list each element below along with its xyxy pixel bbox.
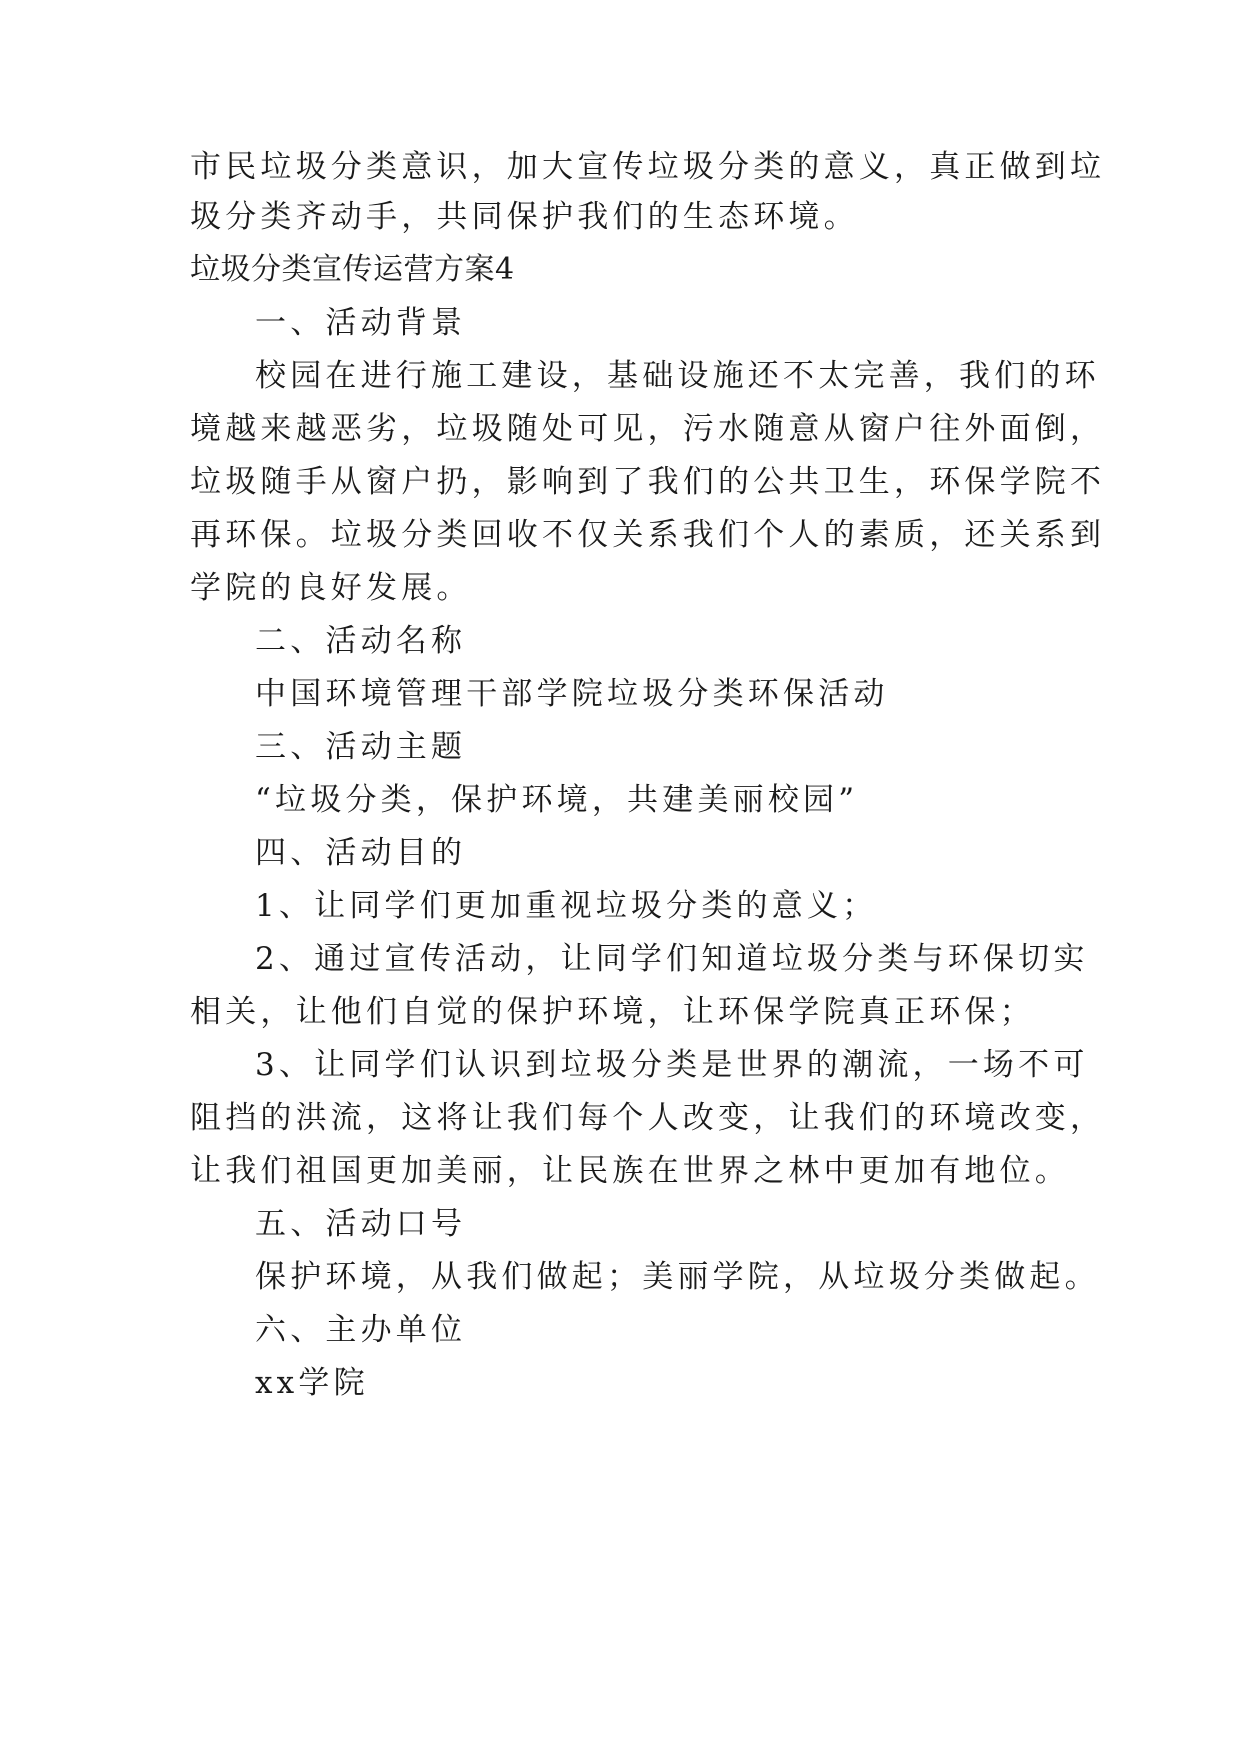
heading-name: 二、活动名称 <box>255 623 467 659</box>
paragraph-line: “垃圾分类，保护环境，共建美丽校园” <box>255 782 859 818</box>
paragraph-line: 境越来越恶劣，垃圾随处可见，污水随意从窗户往外面倒， <box>190 411 1106 447</box>
paragraph-line: 再环保。垃圾分类回收不仅关系我们个人的素质，还关系到 <box>190 517 1106 553</box>
list-item: 1、让同学们更加重视垃圾分类的意义； <box>255 888 878 924</box>
paragraph-line: 阻挡的洪流，这将让我们每个人改变，让我们的环境改变， <box>190 1100 1106 1136</box>
heading-theme: 三、活动主题 <box>255 729 467 765</box>
heading-slogan: 五、活动口号 <box>255 1206 467 1242</box>
paragraph-line: 校园在进行施工建设，基础设施还不太完善，我们的环 <box>255 358 1100 394</box>
paragraph-line: 相关，让他们自觉的保护环境，让环保学院真正环保； <box>190 994 1035 1030</box>
paragraph-line: xx学院 <box>255 1365 369 1401</box>
heading-organizer: 六、主办单位 <box>255 1312 467 1348</box>
paragraph-line: 保护环境，从我们做起；美丽学院，从垃圾分类做起。 <box>255 1259 1100 1295</box>
paragraph-line: 中国环境管理干部学院垃圾分类环保活动 <box>255 676 889 712</box>
list-item: 3、让同学们认识到垃圾分类是世界的潮流，一场不可 <box>255 1047 1089 1083</box>
paragraph-line: 市民垃圾分类意识，加大宣传垃圾分类的意义，真正做到垃 <box>190 149 1106 185</box>
heading-background: 一、活动背景 <box>255 305 467 341</box>
heading-purpose: 四、活动目的 <box>255 835 467 871</box>
list-item: 2、通过宣传活动，让同学们知道垃圾分类与环保切实 <box>255 941 1089 977</box>
paragraph-line: 学院的良好发展。 <box>190 570 472 606</box>
section-title: 垃圾分类宣传运营方案4 <box>190 252 515 287</box>
paragraph-line: 圾分类齐动手，共同保护我们的生态环境。 <box>190 199 859 235</box>
paragraph-line: 让我们祖国更加美丽，让民族在世界之林中更加有地位。 <box>190 1153 1070 1189</box>
paragraph-line: 垃圾随手从窗户扔，影响到了我们的公共卫生，环保学院不 <box>190 464 1106 500</box>
